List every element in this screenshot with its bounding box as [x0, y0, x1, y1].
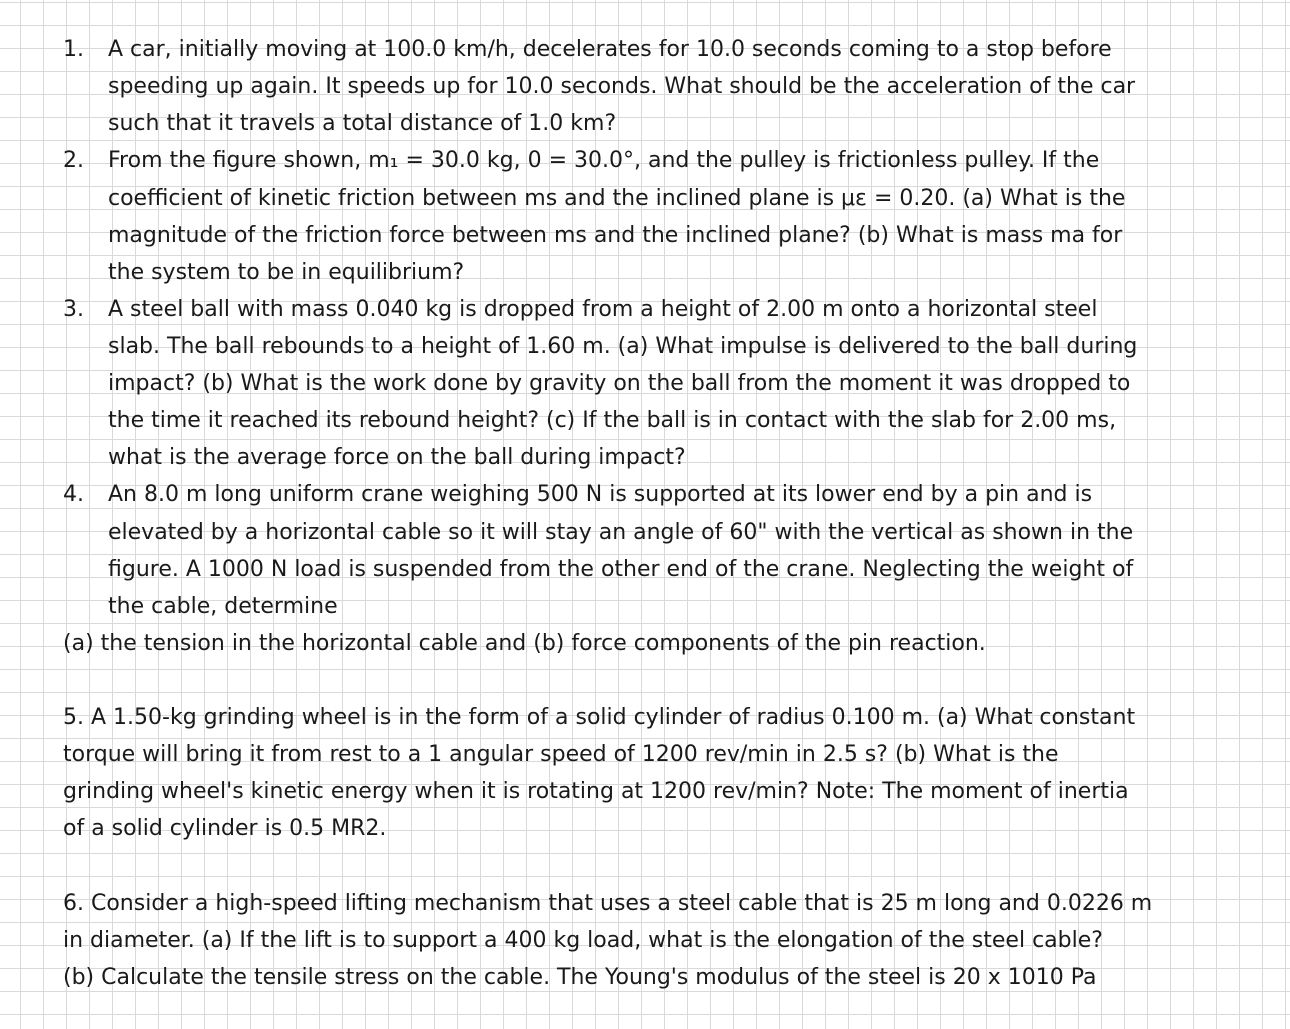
problem-4-line-4: the cable, determine [108, 594, 338, 619]
problem-3-line-1: A steel ball with mass 0.040 kg is dropped from a height of 2.00 m onto a horizontal steel [108, 297, 1098, 322]
problem-3-line-5: what is the average force on the ball during impact? [108, 445, 686, 470]
problem-1-line-1: A car, initially moving at 100.0 km/h, decelerates for 10.0 seconds coming to a stop before [108, 37, 1112, 62]
problem-4-number: 4. [63, 482, 84, 507]
problem-1-line-3: such that it travels a total distance of 1.0 km? [108, 111, 617, 136]
problem-1-number: 1. [63, 37, 84, 62]
problem-2-line-3: magnitude of the friction force between ms and the inclined plane? (b) What is mass ma for [108, 223, 1123, 248]
problem-5-line-3: grinding wheel's kinetic energy when it is rotating at 1200 rev/min? Note: The moment of inertia [63, 779, 1129, 804]
problem-4-line-2: elevated by a horizontal cable so it will stay an angle of 60" with the vertical as shown in the [108, 520, 1134, 545]
problem-6-line-3: (b) Calculate the tensile stress on the cable. The Young's modulus of the steel is 20 x 1010 Pa [63, 965, 1097, 990]
problem-3-line-3: impact? (b) What is the work done by gravity on the ball from the moment it was dropped to [108, 371, 1131, 396]
problem-3-line-4: the time it reached its rebound height? (c) If the ball is in contact with the slab for 2.00 ms, [108, 408, 1117, 433]
problem-5-line-2: torque will bring it from rest to a 1 angular speed of 1200 rev/min in 2.5 s? (b) What is the [63, 742, 1059, 767]
problem-2-line-4: the system to be in equilibrium? [108, 260, 465, 285]
problem-6-line-2: in diameter. (a) If the lift is to support a 400 kg load, what is the elongation of the steel cable? [63, 928, 1103, 953]
problem-4-line-3: figure. A 1000 N load is suspended from the other end of the crane. Neglecting the weight of [108, 557, 1134, 582]
problem-2-line-1: From the figure shown, m₁ = 30.0 kg, 0 = 30.0°, and the pulley is frictionless pulley. If the [108, 148, 1100, 173]
problem-1-line-2: speeding up again. It speeds up for 10.0 seconds. What should be the acceleration of the car [108, 74, 1136, 99]
problem-6-line-1: 6. Consider a high-speed lifting mechanism that uses a steel cable that is 25 m long and 0.0226 m [63, 891, 1153, 916]
problem-3-number: 3. [63, 297, 84, 322]
problem-5-line-1: 5. A 1.50-kg grinding wheel is in the form of a solid cylinder of radius 0.100 m. (a) What constant [63, 705, 1136, 730]
problem-5-line-4: of a solid cylinder is 0.5 MR2. [63, 816, 387, 841]
problem-3-line-2: slab. The ball rebounds to a height of 1.60 m. (a) What impulse is delivered to the ball during [108, 334, 1138, 359]
problem-4-continuation: (a) the tension in the horizontal cable and (b) force components of the pin reaction. [63, 631, 986, 656]
problem-2-number: 2. [63, 148, 84, 173]
problem-4-line-1: An 8.0 m long uniform crane weighing 500 N is supported at its lower end by a pin and is [108, 482, 1093, 507]
problem-2-line-2: coefficient of kinetic friction between ms and the inclined plane is με = 0.20. (a) What is the [108, 186, 1126, 211]
